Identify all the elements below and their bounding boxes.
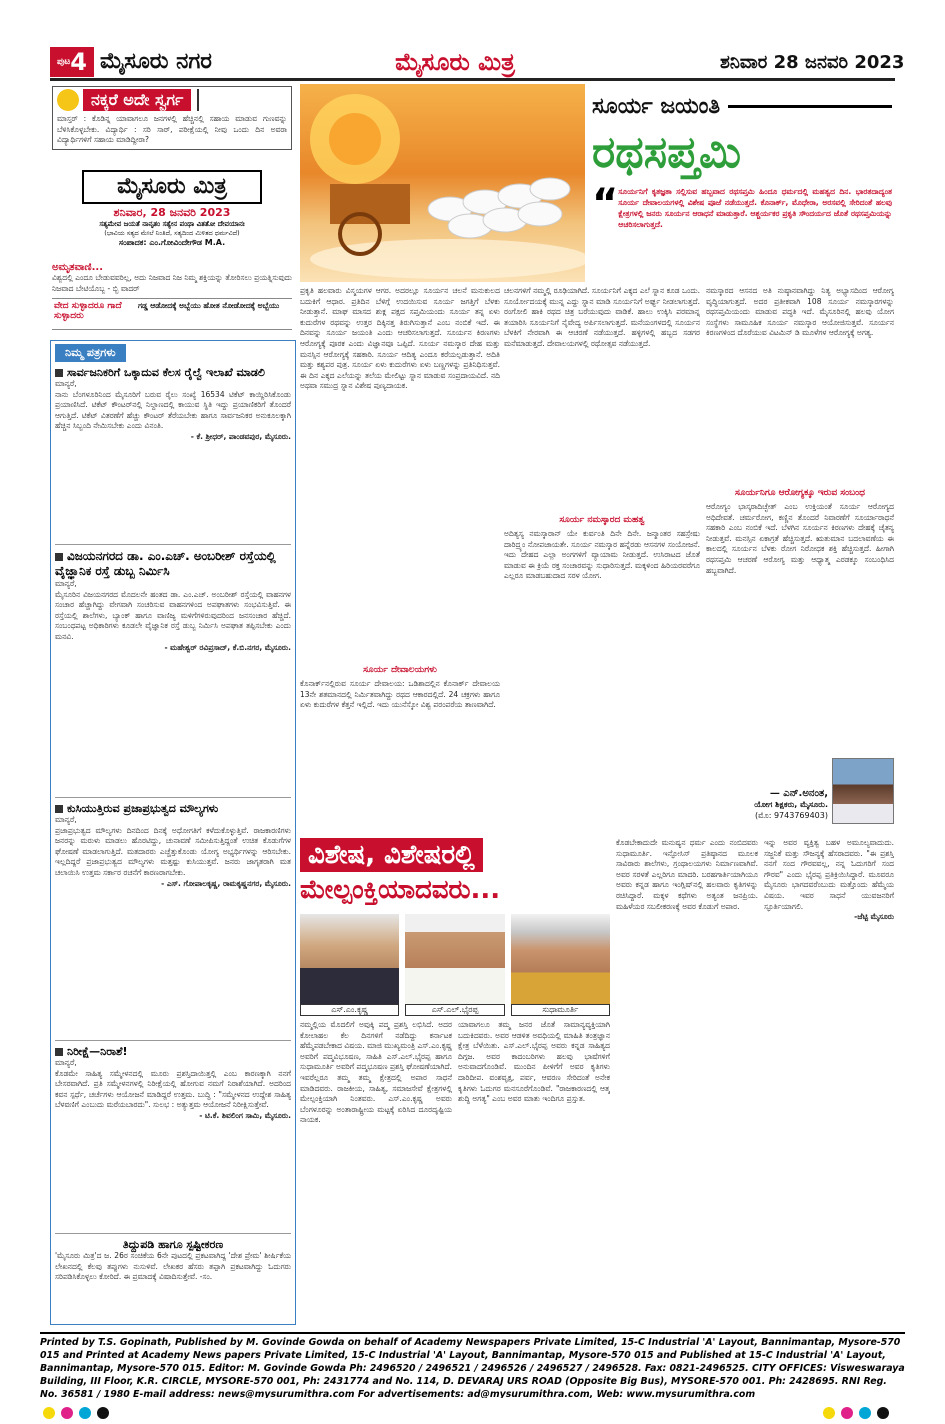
joke-box-title: ನಕ್ಕರೆ ಅದೇ ಸ್ವರ್ಗ bbox=[83, 89, 191, 111]
rathasaptami-col-1 bbox=[300, 286, 500, 826]
letter-author: - ಮಹೇಶ್ವರ್ ರವಿಪ್ರಸಾದ್, ಕೆ.ಬಿ.ನಗರ, ಮೈಸೂರು. bbox=[164, 642, 291, 652]
masthead-line1: ಸತ್ಯಮೇವ ಜಯತೆ ನಾನೃತಂ ಸತ್ಯೇನ ಪಂಥಾ ವಿತತೋ ದೇವಯಾನಃ bbox=[99, 220, 245, 228]
amrutavani-text: ವಿಶ್ವದಲ್ಲಿ ಎಂದೂ ಬೇಡುವವರಿಲ್ಲ, ಅದು ನಿಜವಾದ ನಿಜ ನಿಮ್ಮ ಶಕ್ತಿಯನ್ನು ತೋರಿಸಲು ಪ್ರಯತ್ನಿಸುವುದು ನಿಜವಾದ ಬೇಟಿಯೊಬ್ಬ - ಬ್ಬಿ ವಾದರ್ bbox=[52, 273, 292, 293]
surya-kicker bbox=[592, 88, 892, 124]
page-number-value: 4 bbox=[70, 48, 87, 76]
col-text: ಪ್ರಕೃತಿ ಹಲವಾರು ವಿಸ್ಮಯಗಳ ಆಗರ. ಅದರಲ್ಲೂ ಸೂರ್ಯನ ಚಲನೆ ಮನುಕುಲದ ಬದುಕಿಗೆ ಆಧಾರ. ಪ್ರತಿದಿನ ಬೆಳಿಗ್ಗೆ ಉದಯಿಸುವ ಸೂರ್ಯ ಜಗತ್ತಿಗೆ ಬೆಳಕು ನೀಡುತ್ತಾನೆ. ಮಾಘ ಮಾಸದ ಶುಕ್ಲ ಪಕ್ಷದ ಸಪ್ತಮಿಯಂದು ಸೂರ್ಯ ತನ್ನ ಏಳು ಕುದುರೆಗಳ ರಥವನ್ನು ಉತ್ತರ ದಿಕ್ಕಿನತ್ತ ತಿರುಗಿಸುತ್ತಾನೆ ಎಂಬ ನಂಬಿಕೆ ಇದೆ. ಈ ದಿನವನ್ನು ಸೂರ್ಯ ಜಯಂತಿ ಎಂದು ಆಚರಿಸಲಾಗುತ್ತದೆ. ಸೂರ್ಯನ ಕಿರಣಗಳು ಆರೋಗ್ಯಕ್ಕೆ ಪೂರಕ ಎಂದು ವಿಜ್ಞಾನವೂ ಒಪ್ಪಿದೆ. ಸೂರ್ಯ ನಮಸ್ಕಾರ ದೇಹ ಮತ್ತು ಮನಸ್ಸಿನ ಆರೋಗ್ಯಕ್ಕೆ ಸಹಕಾರಿ. ಸೂರ್ಯ ಆದಿತ್ಯ ಎಂದೂ ಕರೆಯಲ್ಪಡುತ್ತಾನೆ. ಅದಿತಿ ಮತ್ತು ಕಶ್ಯಪರ ಪುತ್ರ. ಸೂರ್ಯ ಏಳು ಕುದುರೆಗಳು ಏಳು ಬಣ್ಣಗಳನ್ನು ಪ್ರತಿನಿಧಿಸುತ್ತವೆ. ಈ ದಿನ ಎಕ್ಕದ ಎಲೆಯನ್ನು ತಲೆಯ ಮೇಲಿಟ್ಟು ಸ್ನಾನ ಮಾಡುವ ಸಂಪ್ರದಾಯವಿದೆ. ನದಿ ಅಥವಾ ಸಮುದ್ರ ಸ್ನಾನ ವಿಶೇಷ ಪುಣ್ಯದಾಯಕ. bbox=[300, 286, 500, 391]
letter-salutation: ಮಾನ್ಯರೆ, bbox=[55, 815, 77, 824]
yellow-dot-icon bbox=[43, 1407, 55, 1419]
correction-title: ತಿದ್ದುಪಡಿ ಹಾಗೂ ಸ್ಪಷ್ಟೀಕರಣ bbox=[122, 1238, 224, 1251]
letter-salutation: ಮಾನ್ಯರೆ, bbox=[55, 579, 77, 588]
correction-text: 'ಮೈಸೂರು ಮಿತ್ರ'ದ ಜ. 26ರ ಸಂಚಿಕೆಯ 6ನೇ ಪುಟದಲ್ಲಿ ಪ್ರಕಟವಾಗಿದ್ದ 'ದೇಶ ಪ್ರೇಮ' ಶೀರ್ಷಿಕೆಯ ಲೇಖನದಲ್ಲಿ ಕೆಲವು ತಪ್ಪುಗಳು ನುಸುಳಿವೆ. ಲೇಖಕರ ಹೆಸರು ತಪ್ಪಾಗಿ ಪ್ರಕಟವಾಗಿದ್ದು ಓದುಗರು ಸರಿಪಡಿಸಿಕೊಳ್ಳಲು ಕೋರಿದೆ. ಈ ಪ್ರಮಾದಕ್ಕೆ ವಿಷಾದಿಸುತ್ತೇವೆ. -ಸಂ. bbox=[55, 1251, 291, 1282]
section-title: ಮೈಸೂರು ನಗರ bbox=[100, 49, 212, 74]
cyan-dot-icon bbox=[859, 1407, 871, 1419]
letter-2 bbox=[55, 545, 291, 798]
veda-left: ವೇದ ಸುಳ್ಳಾದರೂ ಗಾದೆ ಸುಳ್ಳಾದರು bbox=[54, 301, 122, 321]
registration-marks-left bbox=[40, 1404, 112, 1418]
rathasaptami-col-2 bbox=[504, 286, 700, 826]
letters-tag: ನಿಮ್ಮ ಪತ್ರಗಳು bbox=[55, 344, 126, 362]
masthead-box bbox=[52, 152, 292, 258]
letter-title: ಕುಸಿಯುತ್ತಿರುವ ಪ್ರಜಾಪ್ರಭುತ್ವದ ಮೌಲ್ಯಗಳು bbox=[67, 802, 219, 815]
col-text: ಚಲನಗಳಿಗೆ ನಮ್ಮಲ್ಲಿ ರೂಢಿಯಾಗಿದೆ. ಸೂರ್ಯನಿಗೆ ಎಕ್ಕದ ಎಲೆ ಸ್ನಾನ ಕೂಡ ಒಂದು. ಸೂರ್ಯೋದಯಕ್ಕೆ ಮುನ್ನ ಎದ್ದು ಸ್ನಾನ ಮಾಡಿ ಸೂರ್ಯನಿಗೆ ಅರ್ಘ್ಯ ನೀಡಲಾಗುತ್ತದೆ. ರಂಗೋಲಿ ಹಾಕಿ ರಥದ ಚಿತ್ರ ಬರೆಯುವುದು ವಾಡಿಕೆ. ಹಾಲು ಉಕ್ಕಿಸಿ ಪರಮಾನ್ನ ತಯಾರಿಸಿ ಸೂರ್ಯನಿಗೆ ನೈವೇದ್ಯ ಅರ್ಪಿಸಲಾಗುತ್ತದೆ. ಮನೆಯಂಗಳದಲ್ಲಿ ಸೂರ್ಯನ ಬೆಳಕಿಗೆ ನೇರವಾಗಿ ಈ ಆಚರಣೆ ನಡೆಯುತ್ತದೆ. ಹಳ್ಳಿಗಳಲ್ಲಿ ಹಬ್ಬದ ಸಡಗರ ಮನೆಮಾಡುತ್ತದೆ. ದೇವಾಲಯಗಳಲ್ಲಿ ರಥೋತ್ಸವ ನಡೆಯುತ್ತದೆ. bbox=[504, 286, 700, 348]
magenta-dot-icon bbox=[61, 1407, 73, 1419]
author-role: ಯೋಗ ಶಿಕ್ಷಕರು, ಮೈಸೂರು. bbox=[754, 800, 828, 809]
figure-icon bbox=[197, 89, 215, 111]
surya-quote-text: ಸೂರ್ಯನಿಗೆ ಕೃತಜ್ಞತಾ ಸಲ್ಲಿಸುವ ಹಬ್ಬವಾದ ರಥಸಪ್ತಮಿ ಹಿಂದೂ ಧರ್ಮದಲ್ಲಿ ಮಹತ್ವದ ದಿನ. ಭಾರತದಾದ್ಯಂತ ಸೂರ್ಯ ದೇವಾಲಯಗಳಲ್ಲಿ ವಿಶೇಷ ಪೂಜೆ ನಡೆಯುತ್ತದೆ. ಕೊನಾರ್ಕ್, ಮೊಧೇರಾ, ಅರಸವಲ್ಲಿ ಸೇರಿದಂತೆ ಹಲವು ಕ್ಷೇತ್ರಗಳಲ್ಲಿ ಜನರು ಸೂರ್ಯನ ಆರಾಧನೆ ಮಾಡುತ್ತಾರೆ. ಆಶ್ಚರ್ಯಕರ ಪ್ರಕೃತಿ ಸೌಂದರ್ಯದ ಜೊತೆ ರಥಸಪ್ತಮಿಯನ್ನು ಆಚರಿಸಲಾಗುತ್ತದೆ. bbox=[618, 187, 892, 229]
veda-right: ಗಡ್ಡ ಆಡೋದಕ್ಕೆ ಅಬ್ಬೆಯು ಹೋತ ನೋಡೋದಕ್ಕೆ ಅಬ್ಬೆಯು bbox=[138, 301, 280, 310]
letters-column bbox=[50, 340, 296, 1325]
kicker-rule bbox=[728, 105, 892, 108]
surya-quote bbox=[592, 181, 892, 276]
masthead-editor: ಸಂಪಾದಕ: ಎಂ.ಗೋವಿಂದೇಗೌಡ M.A. bbox=[118, 238, 226, 247]
chariot-drawing bbox=[300, 84, 585, 282]
col-subhead: ಸೂರ್ಯ ದೇವಾಲಯಗಳು bbox=[363, 665, 437, 675]
col-subhead: ಸೂರ್ಯ ನಮಸ್ಕಾರದ ಮಹತ್ವ bbox=[559, 515, 645, 525]
special-col-2: ಯಾವಾಗಲೂ ತಮ್ಮ ಜನರ ಜೊತೆ ಸಾಮಾನ್ಯವ್ಯಕ್ತಿಯಾಗಿ ಬದುಕಿದವರು. ಅವರ ಆಡಳಿತ ಅವಧಿಯಲ್ಲಿ ಮಾಹಿತಿ ತಂತ್ರಜ್ಞಾನ ಕ್ಷೇತ್ರ ಬೆಳೆಯಿತು. ಎಸ್.ಎಲ್.ಭೈರಪ್ಪ ಅವರು ಕನ್ನಡ ಸಾಹಿತ್ಯದ ದಿಗ್ಗಜ. ಅವರ ಕಾದಂಬರಿಗಳು ಹಲವು ಭಾಷೆಗಳಿಗೆ ಅನುವಾದಗೊಂಡಿವೆ. ಮುಂದಿನ ಪೀಳಿಗೆಗೆ ಅವರ ಕೃತಿಗಳು ದಾರಿದೀಪ. ವಂಶವೃಕ್ಷ, ಪರ್ವ, ಆವರಣ ಸೇರಿದಂತೆ ಅನೇಕ ಕೃತಿಗಳು ಓದುಗರ ಮನಸೂರೆಗೊಂಡಿವೆ. "ರಾಜಕಾರಣದಲ್ಲಿ ಆತ್ಮ ಶುದ್ಧಿ ಅಗತ್ಯ" ಎಂಬ ಅವರ ಮಾತು ಇಂದಿಗೂ ಪ್ರಸ್ತುತ. bbox=[458, 1020, 610, 1104]
special-headline bbox=[300, 838, 610, 912]
rathasaptami-headline: ರಥಸಪ್ತಮಿ bbox=[592, 127, 742, 178]
letter-salutation: ಮಾನ್ಯರೆ, bbox=[55, 379, 77, 388]
photo-caption: ಎಸ್.ಎಂ.ಕೃಷ್ಣ bbox=[300, 1004, 399, 1016]
magenta-dot-icon bbox=[841, 1407, 853, 1419]
special-col-4-wrap bbox=[764, 838, 894, 1328]
letter-text: ನಾನು ಬೆಂಗಳೂರಿನಿಂದ ಮೈಸೂರಿಗೆ ಬರುವ ರೈಲು ಸಂಖ್ಯೆ 16534 ಟಿಕೆಟ್ ಕಾಯ್ದಿರಿಸಿಕೊಂಡು ಪ್ರಯಾಣಿಸಿದೆ. ಟಿಕೆಟ್ ಕೌಂಟರ್‌ನಲ್ಲಿ ನಿಲ್ದಾಣದಲ್ಲಿ ಕಾಯುವ ಸ್ಥಿತಿ ಇದ್ದು ಪ್ರಯಾಣಿಕರಿಗೆ ತೊಂದರೆ ಆಗುತ್ತಿದೆ. ಟಿಕೆಟ್ ವಿತರಣೆಗೆ ಹೆಚ್ಚು ಕೌಂಟರ್ ತೆರೆಯಬೇಕು ಹಾಗೂ ಸಾರ್ವಜನಿಕರ ಅನುಕೂಲಕ್ಕಾಗಿ ಹೆಚ್ಚಿನ ಸಿಬ್ಬಂದಿ ನೇಮಿಸಬೇಕು ಎಂದು ವಿನಂತಿ. bbox=[55, 389, 291, 431]
letter-title: ವಿಜಯನಗರದ ಡಾ. ಎಂ.ಎಚ್. ಅಂಬರೀಶ್ ರಸ್ತೆಯಲ್ಲಿ ವೈಜ್ಞಾನಿಕ ರಸ್ತೆ ಡುಬ್ಬ ನಿರ್ಮಿಸಿ bbox=[55, 549, 276, 578]
special-photos bbox=[300, 914, 610, 1016]
page-label: ಪುಟ bbox=[57, 57, 71, 67]
laughing-face-icon bbox=[57, 89, 79, 111]
author-name: — ಎನ್.ಅನಂತ, bbox=[769, 788, 828, 799]
portrait-image bbox=[511, 914, 610, 1004]
letter-salutation: ಮಾನ್ಯರೆ, bbox=[55, 1058, 77, 1067]
amrutavani-title: ಅಮೃತವಾಣಿ... bbox=[52, 262, 103, 273]
masthead-line2: (ಭಾವಿಯ ಸತ್ಯದ ಮೇಲೆ ನಿಂತಿದೆ, ಸತ್ಯದಿಂದ ಮಿಳಿತದ ಧರ್ಮವಿದೆ) bbox=[104, 229, 240, 237]
photo-slbhyrappa bbox=[405, 914, 504, 1016]
square-bullet-icon bbox=[55, 553, 63, 561]
col-subhead: ಸೂರ್ಯನಿಗೂ ಆರೋಗ್ಯಕ್ಕೂ ಇರುವ ಸಂಬಂಧ bbox=[735, 488, 865, 498]
square-bullet-icon bbox=[55, 369, 63, 377]
author-box bbox=[706, 758, 894, 828]
amrutavani-box bbox=[52, 262, 292, 298]
author-photo bbox=[832, 758, 894, 824]
photo-caption: ಎಸ್.ಎಲ್.ಭೈರಪ್ಪ bbox=[405, 1004, 504, 1016]
letter-title: ನಿರೀಕ್ಷೆ—ನಿರಾಶೆ! bbox=[67, 1045, 128, 1058]
letter-text: ಪ್ರಜಾಪ್ರಭುತ್ವದ ಮೌಲ್ಯಗಳು ದಿನದಿಂದ ದಿನಕ್ಕೆ ಅಧೋಗತಿಗೆ ಕಳೆದುಕೊಳ್ಳುತ್ತಿವೆ. ರಾಜಕಾರಣಿಗಳು ಜನರನ್ನು ಮರುಳು ಮಾಡಲು ಹೊರಟಿದ್ದು, ಚುನಾವಣೆ ಸಮೀಪಿಸುತ್ತಿದ್ದಂತೆ ಉಚಿತ ಕೊಡುಗೆಗಳ ಘೋಷಣೆ ಮಾಡಲಾಗುತ್ತಿದೆ. ಮತದಾರರು ಎಚ್ಚೆತ್ತುಕೊಂಡು ಯೋಗ್ಯ ಅಭ್ಯರ್ಥಿಗಳನ್ನು ಆರಿಸಬೇಕು. ಇಲ್ಲದಿದ್ದರೆ ಪ್ರಜಾಪ್ರಭುತ್ವದ ಮೌಲ್ಯಗಳು ಮತ್ತಷ್ಟು ಕುಸಿಯುತ್ತವೆ. ಜನರು ಜಾಗೃತರಾಗಿ ಮತ ಚಲಾಯಿಸಿ ಉತ್ತಮ ಸರ್ಕಾರ ರಚನೆಗೆ ಕಾರಣರಾಗಬೇಕು. bbox=[55, 825, 291, 877]
masthead-logo: ಮೈಸೂರು ಮಿತ್ರ bbox=[82, 170, 262, 204]
col-text-b: ಆರೋಗ್ಯಂ ಭಾಸ್ಕರಾದಿಚ್ಛೇತ್ ಎಂಬ ಉಕ್ತಿಯಂತೆ ಸೂರ್ಯ ಆರೋಗ್ಯದ ಅಧಿದೇವತೆ. ಚರ್ಮರೋಗ, ಕಣ್ಣಿನ ತೊಂದರೆ ನಿವಾರಣೆಗೆ ಸೂರ್ಯಾರಾಧನೆ ಸಹಕಾರಿ ಎಂಬ ನಂಬಿಕೆ ಇದೆ. ಬೆಳಗಿನ ಸೂರ್ಯನ ಕಿರಣಗಳು ದೇಹಕ್ಕೆ ಚೈತನ್ಯ ನೀಡುತ್ತವೆ. ಮನಸ್ಸಿನ ಏಕಾಗ್ರತೆ ಹೆಚ್ಚಿಸುತ್ತದೆ. ಋತುಮಾನ ಬದಲಾವಣೆಯ ಈ ಕಾಲದಲ್ಲಿ ಸೂರ್ಯನ ಬೆಳಕು ರೋಗ ನಿರೋಧಕ ಶಕ್ತಿ ಹೆಚ್ಚಿಸುತ್ತದೆ. ಹೀಗಾಗಿ ರಥಸಪ್ತಮಿ ಆಚರಣೆ ಆರೋಗ್ಯ ಮತ್ತು ಆಧ್ಯಾತ್ಮ ಎರಡಕ್ಕೂ ಸಂಬಂಧಿಸಿದ ಹಬ್ಬವಾಗಿದೆ. bbox=[706, 502, 894, 575]
issue-date: ಶನಿವಾರ 28 ಜನವರಿ 2023 bbox=[720, 52, 905, 73]
letter-3 bbox=[55, 798, 291, 1041]
letter-author: - ಟಿ.ಕೆ. ಶಿವಲಿಂಗ ಸಾಮಿ, ಮೈಸೂರು. bbox=[199, 1110, 291, 1120]
photo-smkrishna bbox=[300, 914, 399, 1016]
rathasaptami-col-3 bbox=[706, 286, 894, 726]
author-info bbox=[706, 758, 828, 828]
letter-title: ಸಾರ್ವಜನಿಕರಿಗೆ ಒಕ್ಕಾದುವ ಕೆಲಸ ರೈಲ್ವೆ ಇಲಾಖೆ ಮಾಡಲಿ bbox=[67, 366, 265, 379]
photo-sudhamurthy bbox=[511, 914, 610, 1016]
square-bullet-icon bbox=[55, 805, 63, 813]
joke-box bbox=[52, 86, 292, 150]
col-text: ನಮಸ್ಕಾರದ ಆಸನದ ಅತಿ ನುಷ್ಠಾನವಾಗಿದ್ದು ನಿತ್ಯ ಅಭ್ಯಾಸದಿಂದ ಆರೋಗ್ಯ ವೃದ್ಧಿಯಾಗುತ್ತದೆ. ಅದರ ಪ್ರತೀಕವಾಗಿ 108 ಸೂರ್ಯ ನಮಸ್ಕಾರಗಳನ್ನು ರಥಸಪ್ತಮಿಯಂದು ಮಾಡುವ ಪದ್ಧತಿ ಇದೆ. ಮೈಸೂರಿನಲ್ಲಿ ಹಲವು ಯೋಗ ಸಂಸ್ಥೆಗಳು ಸಾಮೂಹಿಕ ಸೂರ್ಯ ನಮಸ್ಕಾರ ಆಯೋಜಿಸುತ್ತವೆ. ಸೂರ್ಯನ ಕಿರಣಗಳಿಂದ ದೊರೆಯುವ ವಿಟಮಿನ್ ಡಿ ಮೂಳೆಗಳ ಆರೋಗ್ಯಕ್ಕೆ ಅಗತ್ಯ. bbox=[706, 286, 894, 338]
quote-mark-icon: “ bbox=[592, 181, 619, 227]
masthead-date: ಶನಿವಾರ, 28 ಜನವರಿ 2023 bbox=[113, 206, 231, 219]
cyan-dot-icon bbox=[79, 1407, 91, 1419]
col-text-b: ಅದಿತ್ಯಸ್ಯ ನಮಸ್ಕಾರಾನ್ ಯೇ ಕುರ್ವಂತಿ ದಿನೇ ದಿನೇ. ಜನ್ಮಾಂತರ ಸಹಸ್ರೇಷು ದಾರಿದ್ರ್ಯಂ ನೋಪಜಾಯತೇ. ಸೂರ್ಯ ನಮಸ್ಕಾರ ಹನ್ನೆರಡು ಆಸನಗಳ ಸಂಯೋಜನೆ. ಇದು ದೇಹದ ಎಲ್ಲಾ ಅಂಗಗಳಿಗೆ ವ್ಯಾಯಾಮ ನೀಡುತ್ತದೆ. ಉಸಿರಾಟದ ಜೊತೆ ಮಾಡುವ ಈ ಕ್ರಿಯೆ ರಕ್ತ ಸಂಚಾರವನ್ನು ಸುಧಾರಿಸುತ್ತದೆ. ಮಕ್ಕಳಿಂದ ಹಿರಿಯರವರೆಗೂ ಎಲ್ಲರೂ ಮಾಡಬಹುದಾದ ಸರಳ ಯೋಗ. bbox=[504, 529, 700, 581]
surya-kicker-text: ಸೂರ್ಯ ಜಯಂತಿ bbox=[592, 93, 721, 119]
letter-text: ಕೊಡಮೇ ಸಾಹಿತ್ಯ ಸಮ್ಮೇಳನದಲ್ಲಿ ಮೂರು ಪ್ರಶಸ್ತಿದಾಯಿತ್ತಲ್ಲಿ ಎಂಬ ಕಾರಣಕ್ಕಾಗಿ ನನಗೆ ಬೇಸರವಾಗಿದೆ. ಪ್ರತಿ ಸಮ್ಮೇಳನಗಳಲ್ಲಿ ನಿರೀಕ್ಷೆಯಲ್ಲಿ ಹೋಗುವ ನಮಗೆ ನಿರಾಶೆಯಾಗಿದೆ. ಅದರಿಂದ ಕವನ ಸ್ಪರ್ಧೆ, ಚರ್ಚೆಗಳು ಆಯೋಜನೆ ಮಾಡಿದ್ದರೆ ಉತ್ತಮ. ಬುದ್ಧಿ : "ಸಮ್ಮೇಳನದ ಉದ್ದೇಶ ಸಾಹಿತ್ಯ ಬೆಳವಣಿಗೆ ಎಂಬುದು ಮರೆಯಬಾರದು". ಸುಲಭ : ಅತ್ಯುತ್ತಮ ಆಯೋಜನೆ ನಿರೀಕ್ಷಿಸುತ್ತೇವೆ. bbox=[55, 1068, 291, 1110]
portrait-image bbox=[405, 914, 504, 1004]
page-number bbox=[50, 47, 94, 77]
letter-text: ಮೈಸೂರಿನ ವಿಜಯನಗರದ ಮೊದಲನೇ ಹಂತದ ಡಾ. ಎಂ.ಎಚ್. ಅಂಬರೀಶ್ ರಸ್ತೆಯಲ್ಲಿ ವಾಹನಗಳ ಸಂಚಾರ ಹೆಚ್ಚಾಗಿದ್ದು ವೇಗವಾಗಿ ಸಂಚರಿಸುವ ವಾಹನಗಳಿಂದ ಅಪಘಾತಗಳು ಸಂಭವಿಸುತ್ತಿವೆ. ಈ ರಸ್ತೆಯಲ್ಲಿ ಶಾಲೆಗಳು, ಬ್ಯಾಂಕ್ ಹಾಗೂ ವಾಣಿಜ್ಯ ಮಳಿಗೆಗಳಿರುವುದರಿಂದ ಜನಸಂಚಾರ ಹೆಚ್ಚಿದೆ. ಸಂಬಂಧಪಟ್ಟ ಅಧಿಕಾರಿಗಳು ಕೂಡಲೇ ವೈಜ್ಞಾನಿಕ ರಸ್ತೆ ಡುಬ್ಬ ನಿರ್ಮಿಸಿ ಅಪಘಾತ ತಪ್ಪಿಸಬೇಕು ಎಂದು ಮನವಿ. bbox=[55, 589, 291, 641]
correction-box bbox=[55, 1234, 291, 1283]
yellow-dot-icon bbox=[823, 1407, 835, 1419]
letter-author: - ಎಸ್. ಗೋಪಾಲಕೃಷ್ಣ, ರಾಮಕೃಷ್ಣನಗರ, ಮೈಸೂರು. bbox=[161, 878, 291, 888]
black-dot-icon bbox=[97, 1407, 109, 1419]
letter-4 bbox=[55, 1041, 291, 1234]
special-col-1: ನಮ್ಮಲ್ಲಿಯ ಮೊದಲಿಗೆ ಅವುಕ್ಕಿ ಪದ್ಮ ಪ್ರಶಸ್ತಿ ಲಭಿಸಿದೆ. ಅದರ ಕೋಲಾಹಲ ಕೆಲ ದಿನಗಳಿಗೆ ನಡೆದಿದ್ದು ಕರ್ನಾಟಕ ಹೆಮ್ಮೆಪಡಬೇಕಾದ ವಿಷಯ. ಮಾಜಿ ಮುಖ್ಯಮಂತ್ರಿ ಎಸ್.ಎಂ.ಕೃಷ್ಣ ಅವರಿಗೆ ಪದ್ಮವಿಭೂಷಣ, ಸಾಹಿತಿ ಎಸ್.ಎಲ್.ಭೈರಪ್ಪ ಹಾಗೂ ಸುಧಾಮೂರ್ತಿ ಅವರಿಗೆ ಪದ್ಮಭೂಷಣ ಪ್ರಶಸ್ತಿ ಘೋಷಣೆಯಾಗಿದೆ. ಇವರೆಲ್ಲರೂ ತಮ್ಮ ತಮ್ಮ ಕ್ಷೇತ್ರದಲ್ಲಿ ಅಪಾರ ಸಾಧನೆ ಮಾಡಿದವರು. ರಾಜಕೀಯ, ಸಾಹಿತ್ಯ, ಸಮಾಜಸೇವೆ ಕ್ಷೇತ್ರಗಳಲ್ಲಿ ಮೇಲ್ಪಂಕ್ತಿಯಾಗಿ ನಿಂತವರು. ಎಸ್.ಎಂ.ಕೃಷ್ಣ ಅವರು ಬೆಂಗಳೂರನ್ನು ಅಂತಾರಾಷ್ಟ್ರೀಯ ಮಟ್ಟಕ್ಕೆ ಏರಿಸಿದ ದೂರದೃಷ್ಟಿಯ ನಾಯಕ. bbox=[300, 1020, 452, 1125]
special-signoff: -ಜೆಟ್ಟಿ ಮೈಸೂರು bbox=[854, 912, 894, 922]
col-text-b: ಕೊನಾರ್ಕ್‌ನಲ್ಲಿರುವ ಸೂರ್ಯ ದೇವಾಲಯ: ಒಡಿಶಾದಲ್ಲಿನ ಕೊನಾರ್ಕ್ ದೇವಾಲಯ 13ನೇ ಶತಮಾನದಲ್ಲಿ ನಿರ್ಮಿತವಾಗಿದ್ದು ರಥದ ಆಕಾರದಲ್ಲಿದೆ. 24 ಚಕ್ರಗಳು ಹಾಗೂ ಏಳು ಕುದುರೆಗಳ ಕೆತ್ತನೆ ಇಲ್ಲಿದೆ. ಇದು ಯುನೆಸ್ಕೋ ವಿಶ್ವ ಪರಂಪರೆಯ ತಾಣವಾಗಿದೆ. bbox=[300, 679, 500, 710]
registration-marks-right bbox=[820, 1404, 892, 1418]
portrait-image bbox=[300, 914, 399, 1004]
special-headline-1: ವಿಶೇಷ, ವಿಶೇಷರಲ್ಲಿ bbox=[300, 838, 483, 872]
special-col-3: ಕೊಡಬೇಕಾದುದೇ ಮನುಷ್ಯನ ಧರ್ಮ ಎಂದು ನಂಬಿದವರು ಸುಧಾಮೂರ್ತಿ. ಇನ್ಫೋಸಿಸ್ ಪ್ರತಿಷ್ಠಾನದ ಮೂಲಕ ಸಾವಿರಾರು ಶಾಲೆಗಳು, ಗ್ರಂಥಾಲಯಗಳು ನಿರ್ಮಾಣವಾಗಿವೆ. ಅವರ ಸರಳತೆ ಎಲ್ಲರಿಗೂ ಮಾದರಿ. ಬರಹಗಾರ್ತಿಯಾಗಿಯೂ ಅವರು ಕನ್ನಡ ಹಾಗೂ ಇಂಗ್ಲಿಷ್‌ನಲ್ಲಿ ಹಲವಾರು ಕೃತಿಗಳನ್ನು ರಚಿಸಿದ್ದಾರೆ. ಮಕ್ಕಳ ಕಥೆಗಳು ಅತ್ಯಂತ ಜನಪ್ರಿಯ. ಮಹಿಳೆಯರ ಸಬಲೀಕರಣಕ್ಕೆ ಅವರ ಕೊಡುಗೆ ಅಪಾರ. bbox=[616, 838, 758, 911]
veda-box bbox=[52, 298, 292, 330]
header-rule bbox=[50, 78, 895, 81]
square-bullet-icon bbox=[55, 1048, 63, 1056]
imprint-footer: Printed by T.S. Gopinath, Published by M. Govinde Gowda on behalf of Academy Newspapers Private Limited, 15-C Industrial 'A' Layout, Bannimantap, Mysore-570 015 and Printed at Academy News papers Private Limited, 15-C Industrial 'A' Layout, Bannimantap, Mysore-570 015 and Published at 15-C Industrial 'A' Layout, Bannimantap, Mysore-570 015. Editor: M. Govinde Gowda Ph: 2496520 / 2496521 / 2496526 / 2496527 / 2496528. Fax: 0821-2496525. CITY OFFICES: Visweswaraya Building, III Floor, K.R. CIRCLE, MYSORE-570 001, Ph: 2431774 and No. 114, D. DEVARAJ URS ROAD (Opposite Big Bus), MYSORE-570 001. Ph: 2428695. RNI Reg. No. 36581 / 1980 E-mail address: news@mysurumithra.com For advertisements: ad@mysurumithra.com, Web: www.mysurumithra.com bbox=[40, 1332, 905, 1398]
letter-1 bbox=[55, 366, 291, 545]
joke-text: ಮಾಸ್ತರ್ : ಕೊಡಿನ್ನ ಯಾವಾಗಲೂ ಜನಗಳಲ್ಲಿ ಹೆಚ್ಚಿನಲ್ಲಿ ಸಹಾಯ ಮಾಡುವ ಗುಣವನ್ನು ಬೆಳಿಸಿಕೊಳ್ಳಬೇಕು. ವಿದ್ಯಾರ್ಥಿ : ಸರಿ ಸಾರ್, ಪರೀಕ್ಷೆಯಲ್ಲಿ ನೀವು ಒಂದು ದಿನ ಅವರಾ ವಿದ್ಯಾರ್ಥಿಗಳಿಗೆ ಸಹಾಯ ಮಾಡಿದ್ದೀರಾ? bbox=[57, 114, 287, 145]
surya-illustration bbox=[300, 84, 585, 282]
black-dot-icon bbox=[877, 1407, 889, 1419]
author-phone: (ಮೊ: 9743769403) bbox=[755, 811, 828, 820]
special-headline-2: ಮೇಲ್ಪಂಕ್ತಿಯಾದವರು... bbox=[300, 875, 501, 905]
masthead: ಮೈಸೂರು ಮಿತ್ರ bbox=[395, 48, 515, 76]
letter-author: - ಕೆ. ಶ್ರೀಧರ್, ಪಾಂಡವಪುರ, ಮೈಸೂರು. bbox=[190, 431, 291, 441]
special-col-4: ಇನ್ನು ಅವರ ವ್ಯಕ್ತಿತ್ವ ಬಹಳ ಅಮೂಲ್ಯವಾದುದು. ಸಜ್ಜನಿಕೆ ಮತ್ತು ಸೌಜನ್ಯಕ್ಕೆ ಹೆಸರಾದವರು. "ಈ ಪ್ರಶಸ್ತಿ ನನಗೆ ಸಂದ ಗೌರವವಲ್ಲ, ನನ್ನ ಓದುಗರಿಗೆ ಸಂದ ಗೌರವ" ಎಂದು ಭೈರಪ್ಪ ಪ್ರತಿಕ್ರಿಯಿಸಿದ್ದಾರೆ. ಮೂವರೂ ಮೈಸೂರು ಭಾಗದವರೆಂಬುದು ಮತ್ತೊಂದು ಹೆಮ್ಮೆಯ ವಿಷಯ. ಇವರ ಸಾಧನೆ ಯುವಜನರಿಗೆ ಸ್ಫೂರ್ತಿಯಾಗಲಿ. bbox=[764, 838, 894, 911]
photo-caption: ಸುಧಾಮೂರ್ತಿ bbox=[511, 1004, 610, 1016]
